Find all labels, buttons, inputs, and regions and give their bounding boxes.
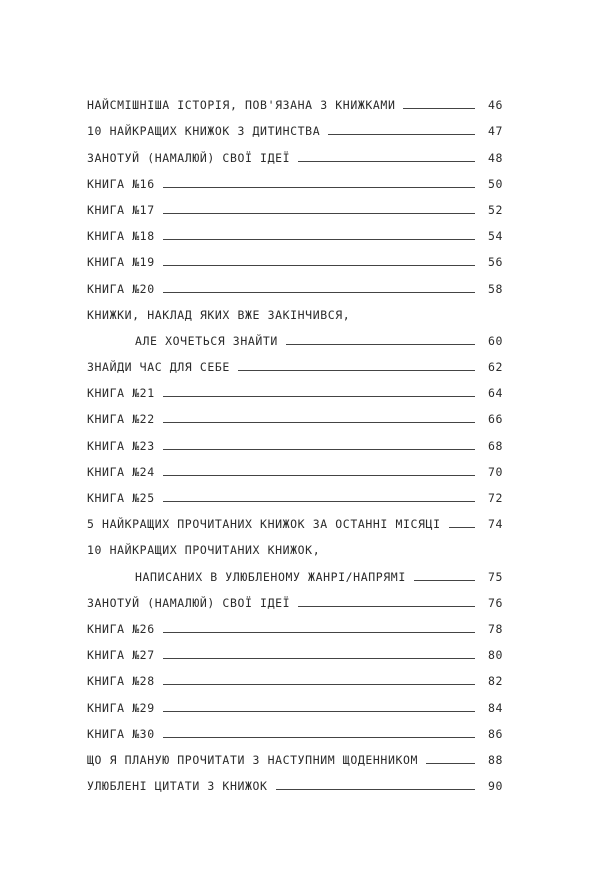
toc-entry bbox=[87, 426, 503, 452]
toc-entry-title: КНИГА №18 bbox=[87, 229, 155, 244]
toc-entry bbox=[87, 741, 503, 767]
toc-entry bbox=[87, 400, 503, 426]
toc-entry bbox=[87, 636, 503, 662]
toc-entry bbox=[87, 688, 503, 714]
toc-entry bbox=[87, 191, 503, 217]
dot-leader bbox=[163, 632, 475, 633]
dot-leader bbox=[163, 475, 475, 476]
toc-entry-page: 86 bbox=[487, 726, 503, 741]
toc-entry-page: 64 bbox=[487, 386, 503, 401]
toc-entry-title: НАЙСМІШНІША ІСТОРІЯ, ПОВ'ЯЗАНА З КНИЖКАМИ bbox=[87, 98, 396, 113]
toc-entry-title: КНИГА №29 bbox=[87, 700, 155, 715]
toc-entry bbox=[87, 243, 503, 269]
dot-leader bbox=[163, 396, 475, 397]
dot-leader bbox=[426, 763, 475, 764]
toc-entry-page: 76 bbox=[487, 595, 503, 610]
toc-entry-title: ЩО Я ПЛАНУЮ ПРОЧИТАТИ З НАСТУПНИМ ЩОДЕННИКОМ bbox=[87, 752, 419, 767]
toc-entry-page: 47 bbox=[487, 124, 503, 139]
toc-entry-page: 56 bbox=[487, 255, 503, 270]
toc-entry-page: 58 bbox=[487, 281, 503, 296]
dot-leader bbox=[238, 370, 475, 371]
toc-entry bbox=[87, 715, 503, 741]
toc-entry-heading-line bbox=[87, 531, 503, 557]
toc-entry bbox=[87, 453, 503, 479]
toc-entry-page: 82 bbox=[487, 674, 503, 689]
toc-entry bbox=[87, 662, 503, 688]
toc-entry-title: КНИГА №25 bbox=[87, 491, 155, 505]
toc-entry bbox=[87, 479, 503, 505]
toc-entry-page: 90 bbox=[487, 779, 503, 794]
toc-entry-title: 5 НАЙКРАЩИХ ПРОЧИТАНИХ КНИЖОК ЗА ОСТАННІ МІСЯЦІ bbox=[87, 517, 441, 532]
toc-entry-page: 78 bbox=[487, 621, 503, 636]
dot-leader bbox=[163, 658, 475, 659]
toc-entry-title: КНИЖКИ, НАКЛАД ЯКИХ ВЖЕ ЗАКІНЧИВСЯ, bbox=[87, 307, 351, 322]
toc-entry bbox=[87, 584, 503, 610]
dot-leader bbox=[163, 737, 475, 738]
dot-leader bbox=[163, 239, 475, 240]
dot-leader bbox=[163, 684, 475, 685]
toc-entry bbox=[87, 767, 503, 793]
toc-entry-title: ЗНАЙДИ ЧАС ДЛЯ СЕБЕ bbox=[87, 360, 230, 375]
dot-leader bbox=[163, 292, 475, 293]
toc-entry-title: КНИГА №26 bbox=[87, 621, 155, 636]
toc-entry-title: НАПИСАНИХ В УЛЮБЛЕНОМУ ЖАНРІ/НАПРЯМІ bbox=[135, 569, 406, 584]
toc-entry-title: КНИГА №17 bbox=[87, 202, 155, 217]
dot-leader bbox=[276, 789, 475, 790]
dot-leader bbox=[163, 213, 475, 214]
toc-entry-page: 80 bbox=[487, 648, 503, 663]
toc-entry-title: УЛЮБЛЕНІ ЦИТАТИ З КНИЖОК bbox=[87, 779, 268, 794]
toc-entry bbox=[87, 269, 503, 295]
toc-entry-title: ЗАНОТУЙ (НАМАЛЮЙ) СВОЇ ІДЕЇ bbox=[87, 150, 291, 165]
toc-entry bbox=[87, 165, 503, 191]
toc-entry-title: КНИГА №24 bbox=[87, 464, 155, 479]
toc-entry-title: КНИГА №22 bbox=[87, 412, 155, 427]
toc-entry-page: 54 bbox=[487, 229, 503, 244]
toc-entry-title: ЗАНОТУЙ (НАМАЛЮЙ) СВОЇ ІДЕЇ bbox=[87, 595, 291, 610]
toc-entry bbox=[87, 374, 503, 400]
toc-entry-page: 68 bbox=[487, 438, 503, 453]
dot-leader bbox=[403, 108, 475, 109]
toc-entry-title: КНИГА №16 bbox=[87, 176, 155, 191]
toc-entry-title: КНИГА №30 bbox=[87, 726, 155, 741]
toc-entry-page: 66 bbox=[487, 412, 503, 427]
toc-entry bbox=[87, 112, 503, 138]
toc-entry bbox=[87, 217, 503, 243]
toc-entry bbox=[87, 505, 503, 531]
toc-entry bbox=[87, 86, 503, 112]
toc-entry bbox=[87, 348, 503, 374]
toc-entry-title: КНИГА №27 bbox=[87, 648, 155, 663]
toc-entry-page: 88 bbox=[487, 752, 503, 767]
dot-leader bbox=[163, 187, 475, 188]
toc-entry-title: АЛЕ ХОЧЕТЬСЯ ЗНАЙТИ bbox=[135, 333, 278, 348]
toc-entry-title: КНИГА №20 bbox=[87, 281, 155, 296]
toc-entry-title: КНИГА №28 bbox=[87, 674, 155, 689]
toc-entry-page: 70 bbox=[487, 464, 503, 479]
toc-entry bbox=[87, 322, 503, 348]
toc-entry-heading-line bbox=[87, 296, 503, 322]
dot-leader bbox=[286, 344, 475, 345]
dot-leader bbox=[163, 501, 475, 502]
toc-entry-title: КНИГА №23 bbox=[87, 438, 155, 453]
toc-entry-page: 72 bbox=[487, 491, 503, 505]
dot-leader bbox=[298, 161, 475, 162]
toc-entry bbox=[87, 610, 503, 636]
dot-leader bbox=[298, 606, 475, 607]
toc-entry-page: 74 bbox=[487, 517, 503, 532]
toc-entry-page: 75 bbox=[487, 569, 503, 584]
dot-leader bbox=[449, 527, 475, 528]
toc-entry bbox=[87, 557, 503, 583]
toc-entry-page: 62 bbox=[487, 360, 503, 375]
toc-entry-page: 48 bbox=[487, 150, 503, 165]
toc-entry-title: КНИГА №19 bbox=[87, 255, 155, 270]
toc-entry-title: КНИГА №21 bbox=[87, 386, 155, 401]
toc-entry-title: 10 НАЙКРАЩИХ ПРОЧИТАНИХ КНИЖОК, bbox=[87, 543, 321, 558]
toc-entry-title: 10 НАЙКРАЩИХ КНИЖОК З ДИТИНСТВА bbox=[87, 124, 321, 139]
toc-entry-page: 46 bbox=[487, 98, 503, 113]
dot-leader bbox=[163, 265, 475, 266]
toc-entry bbox=[87, 138, 503, 164]
dot-leader bbox=[163, 422, 475, 423]
toc-entry-page: 50 bbox=[487, 176, 503, 191]
dot-leader bbox=[414, 580, 475, 581]
toc-entry-page: 84 bbox=[487, 700, 503, 715]
dot-leader bbox=[163, 711, 475, 712]
dot-leader bbox=[328, 134, 475, 135]
table-of-contents bbox=[87, 86, 503, 793]
dot-leader bbox=[163, 449, 475, 450]
toc-entry-page: 52 bbox=[487, 202, 503, 217]
toc-entry-page: 60 bbox=[487, 333, 503, 348]
